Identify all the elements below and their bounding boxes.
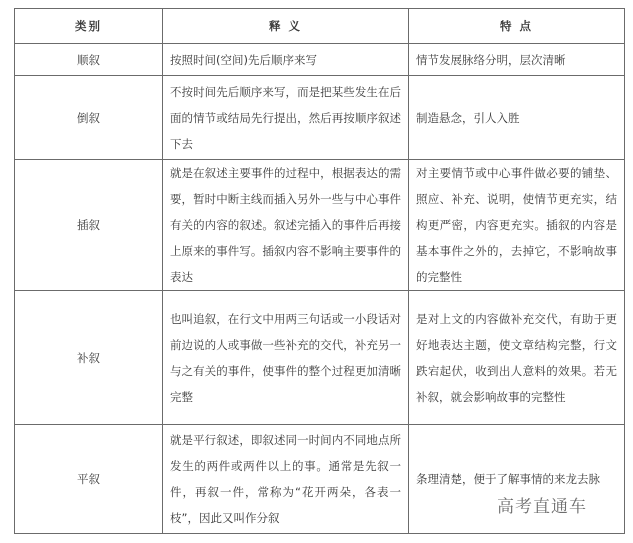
row-type: 顺叙 — [15, 44, 163, 76]
row-explanation: 按照时间(空间)先后顺序来写 — [163, 44, 409, 76]
table-row — [15, 44, 625, 76]
row-feature: 制造悬念，引人入胜 — [409, 76, 625, 160]
row-type: 倒叙 — [15, 76, 163, 160]
row-type: 平叙 — [15, 425, 163, 534]
row-feature: 情节发展脉络分明，层次清晰 — [409, 44, 625, 76]
header-feature: 特 点 — [409, 9, 625, 44]
row-feature: 条理清楚，便于了解事情的来龙去脉 — [409, 425, 625, 534]
row-explanation: 也叫追叙，在行文中用两三句话或一小段话对前边说的人或事做一些补充的交代，补充另一与之有关的事件，使事件的整个过程更加清晰完整 — [163, 291, 409, 425]
table-header-row — [15, 9, 625, 44]
row-type: 插叙 — [15, 160, 163, 291]
row-explanation: 就是在叙述主要事件的过程中，根据表达的需要，暂时中断主线而插入另外一些与中心事件有关的内容的叙述。叙述完插入的事件后再接上原来的事件写。插叙内容不影响主要事件的表达 — [163, 160, 409, 291]
row-feature: 对主要情节或中心事件做必要的铺垫、照应、补充、说明，使情节更充实，结构更严密，内容更充实。插叙的内容是基本事件之外的，去掉它，不影响故事的完整性 — [409, 160, 625, 291]
table-row — [15, 291, 625, 425]
table-row — [15, 76, 625, 160]
watermark: 高考直通车 — [497, 497, 587, 517]
narration-methods-table — [14, 8, 625, 534]
row-explanation: 就是平行叙述，即叙述同一时间内不同地点所发生的两件或两件以上的事。通常是先叙一件，再叙一件，常称为“花开两朵，各表一枝”，因此又叫作分叙 — [163, 425, 409, 534]
row-feature: 是对上文的内容做补充交代，有助于更好地表达主题，使文章结构完整，行文跌宕起伏，收到出人意料的效果。若无补叙，就会影响故事的完整性 — [409, 291, 625, 425]
header-type: 类别 — [15, 9, 163, 44]
table-row — [15, 160, 625, 291]
table-row — [15, 425, 625, 534]
row-explanation: 不按时间先后顺序来写，而是把某些发生在后面的情节或结局先行提出，然后再按顺序叙述下去 — [163, 76, 409, 160]
header-explanation: 释 义 — [163, 9, 409, 44]
row-type: 补叙 — [15, 291, 163, 425]
